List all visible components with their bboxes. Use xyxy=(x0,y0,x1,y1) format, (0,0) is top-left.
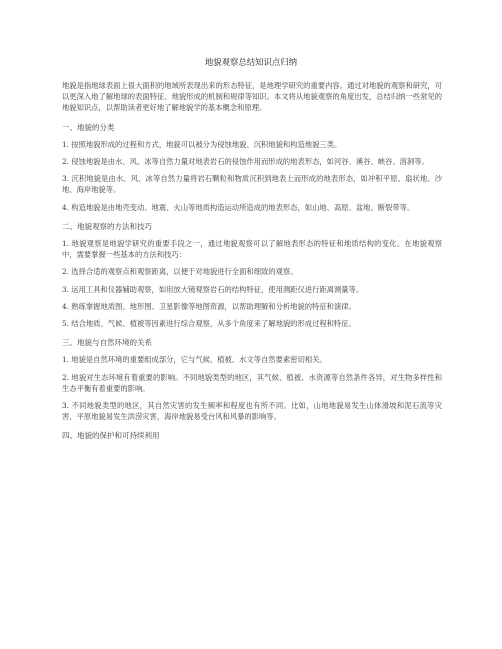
section-item: 3. 运用工具和仪器辅助观察，如用放大镜观察岩石的结构特征，使用测距仪进行距离测量等。 xyxy=(62,284,364,294)
section-item: 2. 选择合适的观察点和观察距离，以便于对地貌进行全面和细致的观察。 xyxy=(62,267,298,277)
section-item: 2. 侵蚀地貌是由水、风、冰等自然力量对地表岩石的侵蚀作用而形成的地表形态，如河谷、溪谷、峡谷、溶洞等。 xyxy=(62,157,429,167)
section-item: 4. 构造地貌是由地壳变动、地震、火山等地质构造运动所造成的地表形态，如山地、高原、盆地、断裂带等。 xyxy=(62,202,415,212)
intro-paragraph: 地貌是指地球表面上很大面积的地域所表现出来的形态特征，是地理学研究的重要内容。通过对地貌的观察和研究，可以更深入地了解地球的表面特征、地貌形成的机制和规律等知识。本文将从地貌观察的角度出发，总结归纳一些常见的地貌知识点，以帮助读者更好地了解地貌学的基本概念和原理。 xyxy=(62,81,442,113)
section-item: 1. 地貌是自然环境的重要组成部分，它与气候、植被、水文等自然要素密切相关。 xyxy=(62,355,327,365)
section-heading: 四、地貌的保护和可持续利用 xyxy=(62,431,160,441)
section-item: 3. 不同地貌类型的地区，其自然灾害的发生频率和程度也有所不同。比如，山地地貌易发生山体滑坡和泥石流等灾害，平原地貌易发生洪涝灾害，海岸地貌易受台风和风暴的影响等。 xyxy=(62,401,442,422)
section-heading: 三、地貌与自然环境的关系 xyxy=(62,338,152,348)
document-body xyxy=(62,80,442,442)
section-item: 2. 地貌对生态环境有着重要的影响。不同地貌类型的地区，其气候、植被、水资源等自然条件各异，对生物多样性和生态平衡有着重要的影响。 xyxy=(62,372,442,393)
section-item: 3. 沉积地貌是由水、风、冰等自然力量将岩石颗粒和物质沉积到地表上而形成的地表形态，如冲积平原、扇状地、沙地、海岸地貌等。 xyxy=(62,174,442,195)
section-item: 1. 地貌观察是地貌学研究的重要手段之一，通过地貌观察可以了解地表形态的特征和地质结构的变化。在地貌观察中，需要掌握一些基本的方法和技巧： xyxy=(62,239,442,260)
section-heading: 一、地貌的分类 xyxy=(62,122,115,132)
section-heading: 二、地貌观察的方法和技巧 xyxy=(62,221,152,231)
section-item: 1. 按照地貌形成的过程和方式，地貌可以被分为侵蚀地貌、沉积地貌和构造地貌三类。 xyxy=(62,139,342,149)
section-item: 4. 熟练掌握地质图、地形图、卫星影像等地图资源，以帮助理解和分析地貌的特征和演律。 xyxy=(62,301,356,311)
section-item: 5. 结合地质、气候、植被等因素进行综合观察，从多个角度来了解地貌的形成过程和特征。 xyxy=(62,319,356,329)
document-title: 地貌观察总结知识点归纳 xyxy=(204,57,298,67)
